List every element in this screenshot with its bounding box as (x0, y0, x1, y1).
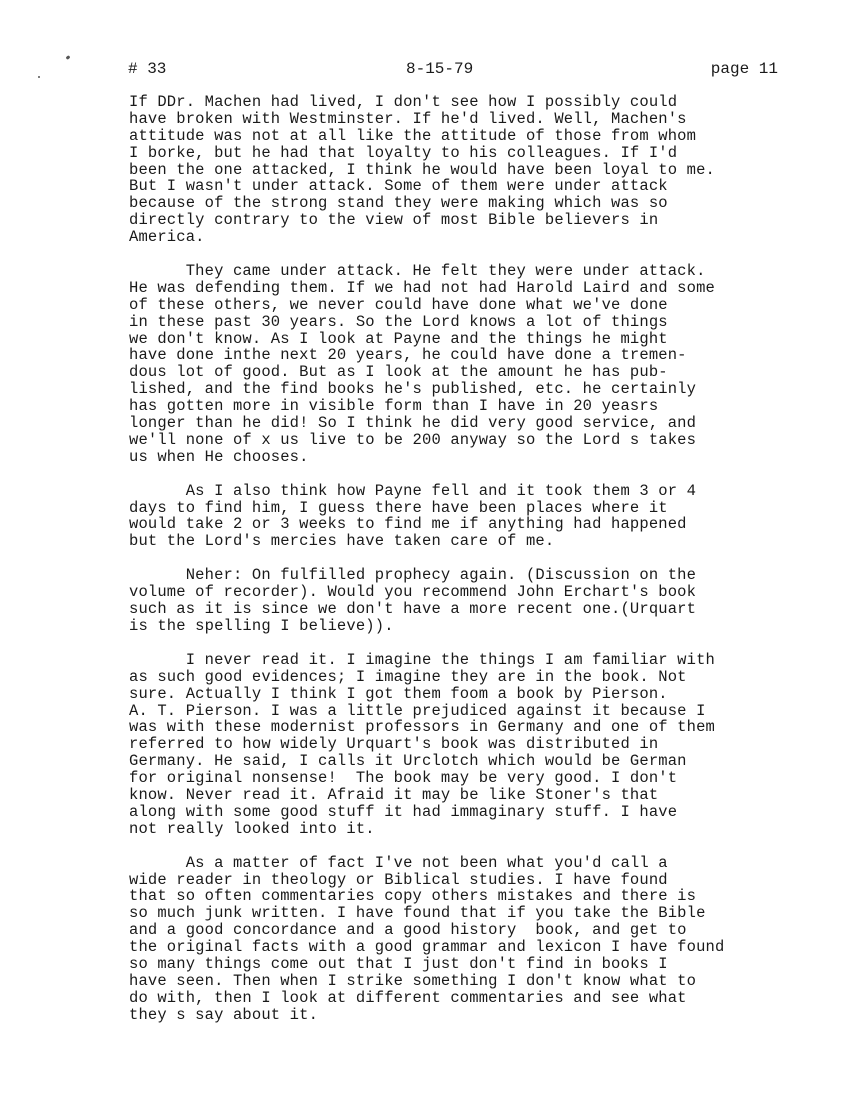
text-line: As a matter of fact I've not been what you'd call a (129, 853, 668, 872)
text-line: they s say about it. (129, 1005, 319, 1024)
paragraph (129, 94, 809, 246)
text-line: us when He chooses. (129, 447, 309, 466)
text-line: we don't know. As I look at Payne and the things he might (129, 329, 668, 348)
paragraph (129, 855, 809, 1024)
text-line: has gotten more in visible form than I have in 20 yeasrs (129, 397, 659, 416)
text-line: have broken with Westminster. If he'd lived. Well, Machen's (129, 109, 687, 128)
paragraph (129, 652, 809, 838)
text-line: days to find him, I guess there have been places where it (129, 498, 668, 517)
text-line: directly contrary to the view of most Bible believers in (129, 211, 659, 230)
stray-ink-mark (66, 55, 71, 60)
text-line: I borke, but he had that loyalty to his colleagues. If I'd (129, 143, 678, 162)
text-line: but the Lord's mercies have taken care of me. (129, 532, 555, 551)
text-line: along with some good stuff it had immaginary stuff. I have (129, 802, 678, 821)
paragraph (129, 567, 809, 635)
text-line: is the spelling I believe)). (129, 616, 394, 635)
text-line: sure. Actually I think I got them foom a book by Pierson. (129, 684, 668, 703)
document-number: # 33 (128, 60, 167, 78)
text-line: Neher: On fulfilled prophecy again. (Discussion on the (129, 566, 697, 585)
text-line: As I also think how Payne fell and it took them 3 or 4 (129, 481, 697, 500)
text-line: longer than he did! So I think he did very good service, and (129, 414, 697, 433)
text-line: Germany. He said, I calls it Urclotch which would be German (129, 752, 687, 771)
text-line: have seen. Then when I strike something I don't know what to (129, 971, 697, 990)
text-line: been the one attacked, I think he would have been loyal to me. (129, 160, 715, 179)
text-line: would take 2 or 3 weeks to find me if anything had happened (129, 515, 687, 534)
text-line: They came under attack. He felt they were under attack. (129, 262, 706, 281)
text-line: was with these modernist professors in Germany and one of them (129, 718, 715, 737)
paragraph (129, 483, 809, 551)
text-line: we'll none of x us live to be 200 anyway so the Lord s takes (129, 430, 697, 449)
text-line: as such good evidences; I imagine they are in the book. Not (129, 667, 687, 686)
text-line: so much junk written. I have found that if you take the Bible (129, 904, 706, 923)
text-line: not really looked into it. (129, 819, 375, 838)
text-line: But I wasn't under attack. Some of them were under attack (129, 177, 668, 196)
text-line: attitude was not at all like the attitude of those from whom (129, 126, 697, 145)
text-line: I never read it. I imagine the things I am familiar with (129, 650, 715, 669)
text-line: in these past 30 years. So the Lord knows a lot of things (129, 312, 668, 331)
text-line: wide reader in theology or Biblical studies. I have found (129, 870, 668, 889)
text-line: so many things come out that I just don't find in books I (129, 954, 668, 973)
text-line: for original nonsense! The book may be very good. I don't (129, 769, 678, 788)
document-date: 8-15-79 (406, 60, 474, 78)
text-line: volume of recorder). Would you recommend John Erchart's book (129, 583, 697, 602)
text-line: do with, then I look at different commentaries and see what (129, 988, 687, 1007)
text-line: He was defending them. If we had not had Harold Laird and some (129, 278, 715, 297)
text-line: referred to how widely Urquart's book was distributed in (129, 735, 659, 754)
text-line: that so often commentaries copy others mistakes and there is (129, 887, 697, 906)
stray-ink-mark (38, 76, 40, 78)
text-line: such as it is since we don't have a more recent one.(Urquart (129, 600, 697, 619)
text-line: because of the strong stand they were making which was so (129, 194, 668, 213)
text-line: of these others, we never could have done what we've done (129, 295, 668, 314)
text-line: A. T. Pierson. I was a little prejudiced against it because I (129, 701, 706, 720)
text-line: dous lot of good. But as I look at the amount he has pub- (129, 363, 668, 382)
text-line: lished, and the find books he's published, etc. he certainly (129, 380, 697, 399)
text-line: have done inthe next 20 years, he could have done a tremen- (129, 346, 687, 365)
text-line: know. Never read it. Afraid it may be like Stoner's that (129, 785, 659, 804)
paragraph (129, 263, 809, 466)
transcript-body (129, 94, 809, 1041)
page-number: page 11 (710, 60, 778, 78)
text-line: If DDr. Machen had lived, I don't see how I possibly could (129, 93, 678, 111)
page-header (128, 60, 778, 80)
text-line: America. (129, 228, 205, 247)
text-line: the original facts with a good grammar and lexicon I have found (129, 938, 725, 957)
text-line: and a good concordance and a good history book, and get to (129, 921, 687, 940)
